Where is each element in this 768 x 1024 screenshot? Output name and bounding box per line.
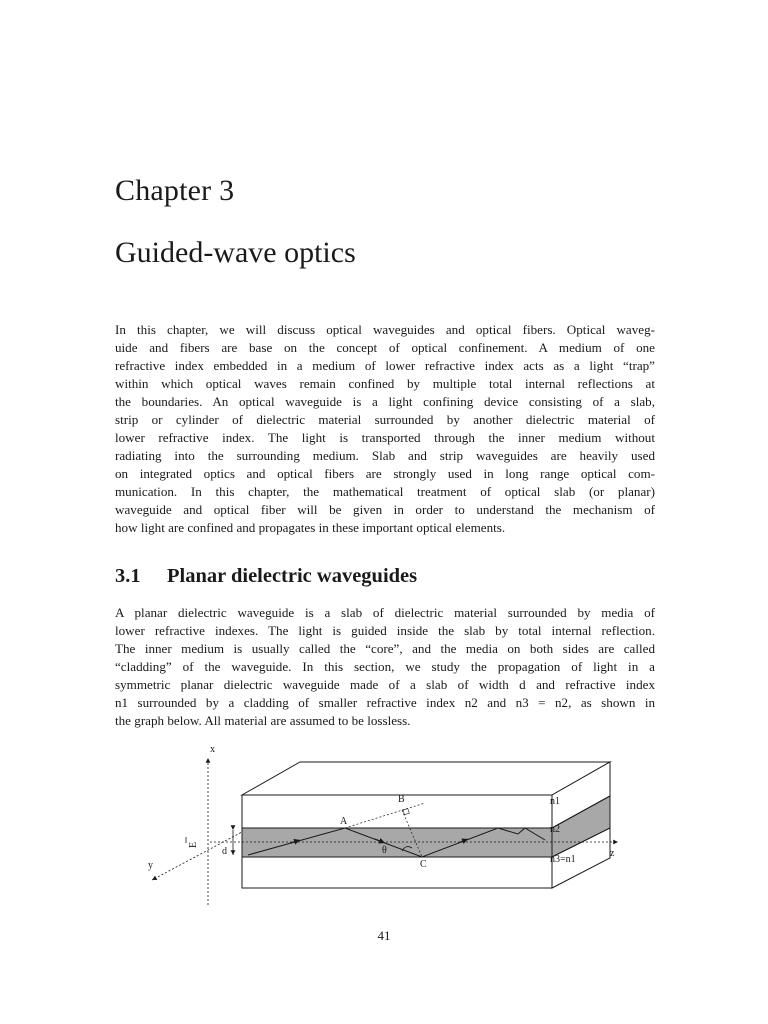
point-b-label: B <box>398 794 405 805</box>
intro-line: In this chapter, we will discuss optical waveguides and optical fibers. Optical waveg- <box>115 322 655 337</box>
section-title: Planar dielectric waveguides <box>167 565 418 587</box>
section-paragraph <box>115 604 655 730</box>
chapter-label: Chapter 3 <box>115 174 235 207</box>
field-label: E <box>188 841 199 848</box>
intro-line: radiating into the surrounding medium. Slab and strip waveguides are heavily used <box>115 448 655 463</box>
cladding-bottom <box>242 857 552 888</box>
z-axis-label: z <box>610 848 615 859</box>
section-line: The inner medium is usually called the “core”, and the media on both sides are called <box>115 641 655 656</box>
intro-line: strip or cylinder of dielectric material surrounded by another dielectric material of <box>115 412 655 427</box>
angle-label: θ <box>382 845 387 856</box>
slab-top-face <box>242 762 610 795</box>
intro-line: waveguide and optical fiber will be given in order to understand the mechanism of <box>115 502 655 517</box>
section-line: lower refractive indexes. The light is guided inside the slab by total internal reflection. <box>115 623 655 638</box>
intro-line: refractive index embedded in a medium of lower refractive index acts as a light “trap” <box>115 358 655 373</box>
intro-paragraph <box>115 321 655 537</box>
section-line: A planar dielectric waveguide is a slab of dielectric material surrounded by media of <box>115 605 655 620</box>
intro-line: uide and fibers are base on the concept of optical confinement. A medium of one <box>115 340 655 355</box>
width-label: d <box>222 846 227 857</box>
intro-line: munication. In this chapter, the mathematical treatment of optical slab (or planar) <box>115 484 655 499</box>
point-a-label: A <box>340 816 348 827</box>
section-line: symmetric planar dielectric waveguide made of a slab of width d and refractive index <box>115 677 655 692</box>
waveguide-diagram <box>140 740 640 910</box>
intro-line: the boundaries. An optical waveguide is a light confining device consisting of a slab, <box>115 394 655 409</box>
chapter-title: Guided-wave optics <box>115 236 356 269</box>
index-bottom-label: n3=n1 <box>550 854 576 865</box>
section-number: 3.1 <box>115 565 141 587</box>
core-layer <box>242 828 552 857</box>
section-line: the graph below. All material are assumed to be lossless. <box>115 713 411 728</box>
section-line: n1 surrounded by a cladding of smaller refractive index n2 and n3 = n2, as shown in <box>115 695 655 710</box>
y-axis-label: y <box>148 860 153 871</box>
x-axis-label: x <box>210 744 215 755</box>
intro-line: within which optical waves remain confined by multiple total internal reflections at <box>115 376 655 391</box>
index-core-label: n2 <box>550 824 560 835</box>
cladding-top <box>242 795 552 828</box>
intro-line: on integrated optics and optical fibers are strongly used in long range optical com- <box>115 466 655 481</box>
page-number: 41 <box>377 928 391 943</box>
y-axis <box>152 825 255 880</box>
section-line: “cladding” of the waveguide. In this section, we study the propagation of light in a <box>115 659 655 674</box>
intro-line: lower refractive index. The light is transported through the inner medium without <box>115 430 655 445</box>
index-top-label: n1 <box>550 796 560 807</box>
intro-line: how light are confined and propagates in these important optical elements. <box>115 520 506 535</box>
section-heading <box>115 565 417 588</box>
point-c-label: C <box>420 859 427 870</box>
